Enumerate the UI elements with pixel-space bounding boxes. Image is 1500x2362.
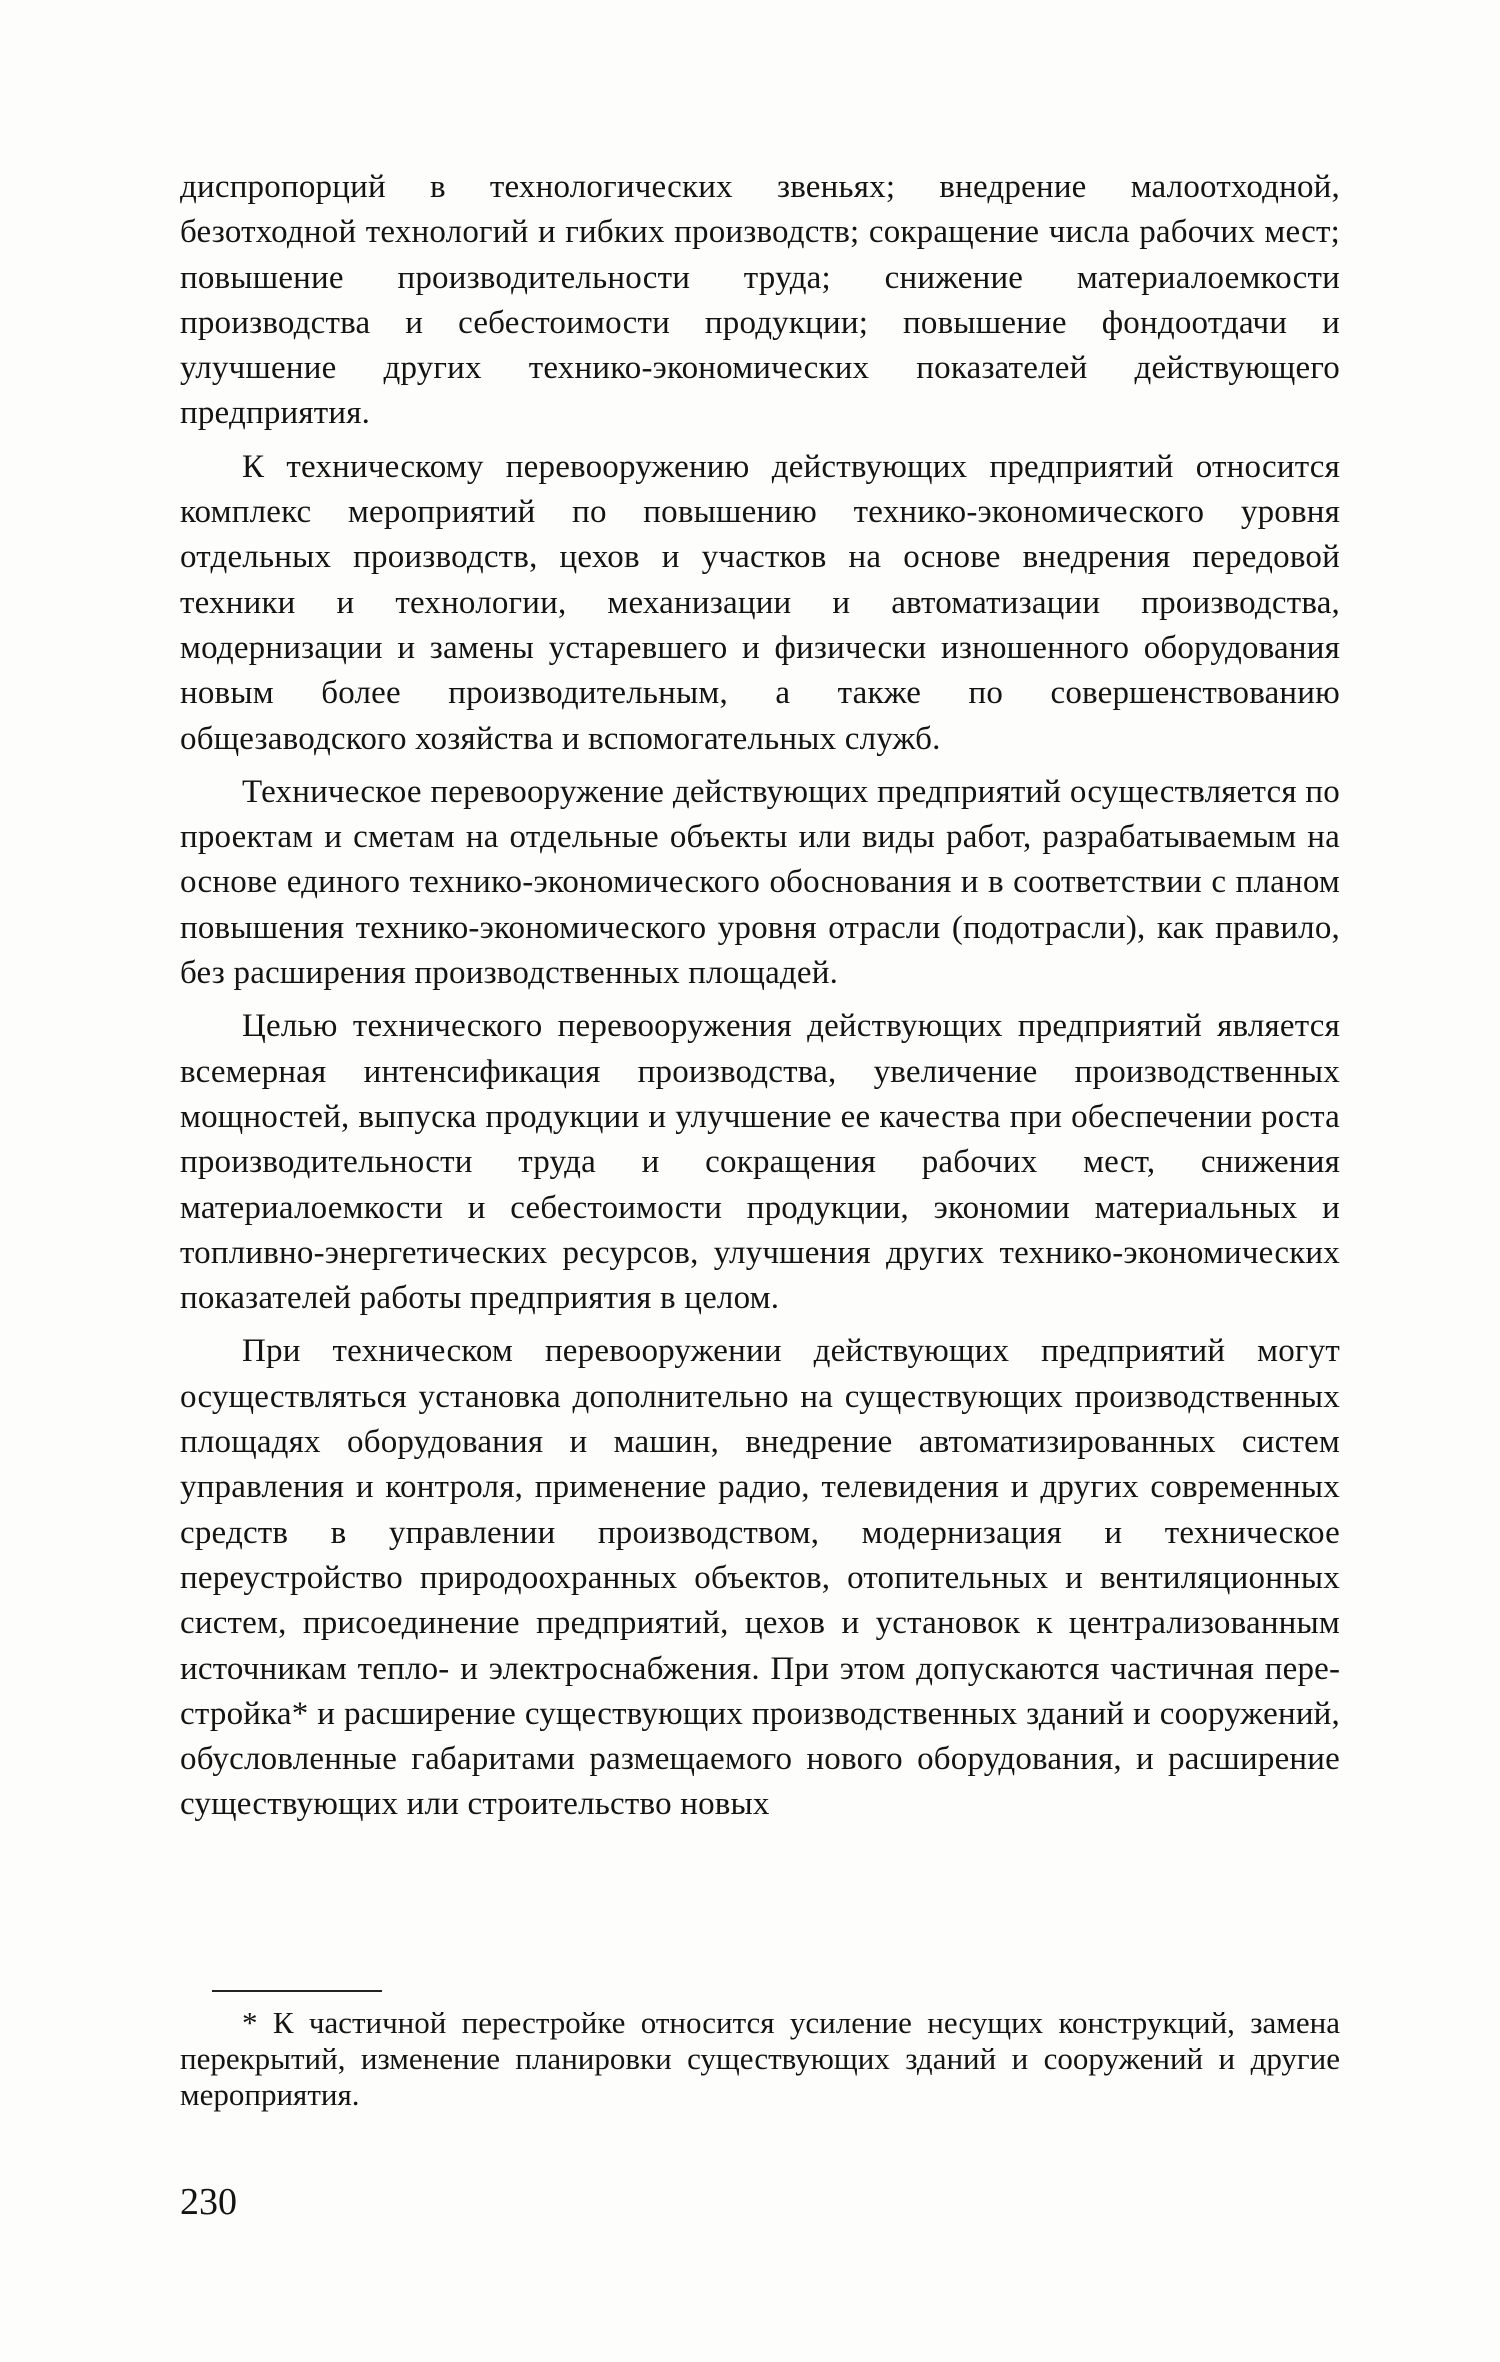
footnote-divider bbox=[212, 1990, 382, 1992]
footnote: * К частичной перестройке относится усиление несущих конструкций, замена перекрытий, изменение планировки существующих зданий и сооружений и другие мероприятия. bbox=[180, 2005, 1340, 2112]
paragraph-continued: диспропорций в технологических звеньях; внедрение малоотходной, безотходной технологий и гибких производств; сокращение числа рабочих мест; повышение производительности труда; снижение материалоемкости производства и себестоимости продукции; повышение фондоотдачи и улучшение других технико-экономических показателей действующего предприятия. bbox=[180, 169, 1340, 432]
paragraph-goal: Целью технического перевооружения действующих предприятий является всемерная интенсификация производства, увеличение производственных мощностей, выпуска продукции и улучшение ее качества при обеспечении роста производительности труда и сокращения рабочих мест, снижения материалоемкости и себестоимости продукции, экономии материальных и топливно-энергетических ресурсов, улучшения других технико-экономических показателей работы предприятия в целом. bbox=[180, 1008, 1340, 1317]
page-number: 230 bbox=[180, 2181, 237, 2223]
paragraph-projects-and-estimates: Техническое перевооружение действующих предприятий осуществляется по проектам и сметам на отдельные объекты или виды работ, разрабатываемым на основе единого технико-экономического обоснования и в соответствии с планом повышения технико-экономического уровня отрасли (подотрасли), как правило, без расширения производственных площадей. bbox=[180, 773, 1340, 992]
paragraph-technical-reequipment-definition: К техническому перевооружению действующих предприятий относится комплекс мероприятий по повышению технико-экономического уровня отдельных производств, цехов и участков на основе внедрения передовой техники и технологии, механизации и автоматизации производства, модернизации и замены устаревшего и физически изношенного оборудования новым более производительным, а также по совершенствованию общезаводского хозяйства и вспомогательных служб. bbox=[180, 448, 1340, 757]
paragraph-measures: При техническом перевооружении действующих предприятий могут осуществляться установка дополнительно на существующих производственных площадях оборудования и машин, внедрение автоматизированных систем управления и контроля, применение радио, телевидения и других современных средств в управлении производством, модернизация и техническое переустройство природоохранных объектов, отопительных и вентиляционных систем, присоединение предприятий, цехов и установок к централизованным источникам тепло- и электроснабжения. При этом допускаются частичная перестройка* и расширение существующих производственных зданий и сооружений, обусловленные габаритами размещаемого нового оборудования, и расширение существующих или строительство новых bbox=[180, 1333, 1340, 1823]
main-text bbox=[180, 165, 1340, 1836]
